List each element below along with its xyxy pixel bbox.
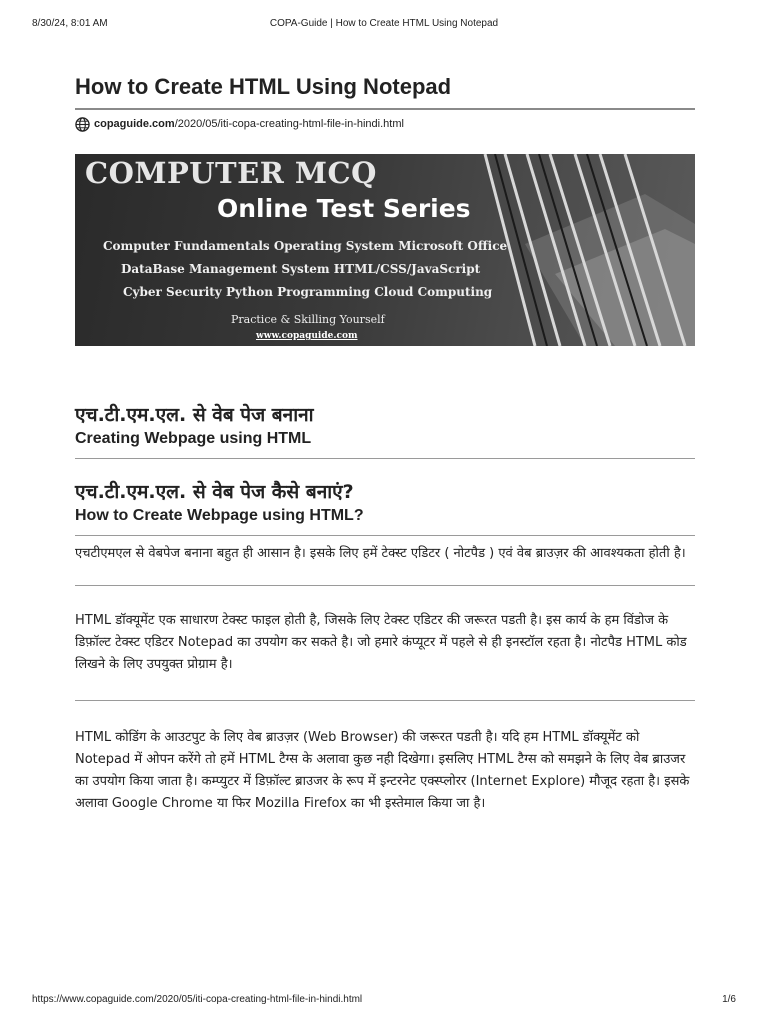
section-heading-1 — [75, 402, 695, 450]
source-domain: copaguide.com — [94, 118, 175, 130]
paragraph: एचटीएमएल से वेबपेज बनाना बहुत ही आसान है। इसके लिए हमें टेक्स्ट एडिटर ( नोटपैड ) एवं वेब ब्राउज़र की आवश्यकता होती है। — [75, 546, 686, 561]
globe-icon — [75, 117, 90, 132]
article — [75, 72, 695, 815]
divider — [75, 458, 695, 459]
print-datetime: 8/30/24, 8:01 AM — [32, 18, 108, 29]
divider — [75, 535, 695, 536]
page-number: 1/6 — [722, 994, 736, 1005]
banner-image — [75, 154, 695, 346]
page-title: How to Create HTML Using Notepad — [75, 74, 452, 99]
section-heading-2 — [75, 479, 695, 527]
paragraph: HTML कोडिंग के आउटपुट के लिए वेब ब्राउज़र (Web Browser) की जरूरत पडती है। यदि हम HTML डॉक्यूमेंट को Notepad में ओपन करेंगे तो हमें HTML टैग्स के अलावा कुछ नही दिखेगा। इसलिए HTML टैग्स को समझने के लिए वेब ब्राउजर का उपयोग किया जाता है। कम्प्युटर में डिफ़ॉल्ट ब्राउजर के रूप में इन्टरनेट एक्स्प्लोरर (Internet Explore) मौजूद रहता है। इसके अलावा Google Chrome या फिर Mozilla Firefox का भी इस्तेमाल किया जा है। — [75, 730, 690, 811]
divider — [75, 700, 695, 701]
banner-title: COMPUTER MCQ — [85, 156, 377, 190]
heading-english: How to Create Webpage using HTML? — [75, 507, 364, 524]
banner-url: www.copaguide.com — [256, 331, 358, 341]
banner-topics-line-2: DataBase Management System HTML/CSS/JavaScript — [121, 262, 481, 276]
banner-topics-line-3: Cyber Security Python Programming Cloud Computing — [123, 285, 493, 299]
footer-url: https://www.copaguide.com/2020/05/iti-copa-creating-html-file-in-hindi.html — [32, 994, 363, 1005]
heading-hindi: एच.टी.एम.एल. से वेब पेज बनाना — [75, 404, 314, 426]
heading-english: Creating Webpage using HTML — [75, 430, 312, 447]
paragraph: HTML डॉक्यूमेंट एक साधारण टेक्स्ट फाइल होती है, जिसके लिए टेक्स्ट एडिटर की जरूरत पडती है। इस कार्य के हम विंडोज के डिफ़ॉल्ट टेक्स्ट एडिटर Notepad का उपयोग कर सकते है। जो हमारे कंप्यूटर में पहले से ही इनस्टॉल रहता है। नोटपैड HTML कोड लिखने के लिए उपयुक्त प्रोग्राम है। — [75, 613, 687, 672]
source-link[interactable] — [75, 116, 695, 132]
heading-hindi: एच.टी.एम.एल. से वेब पेज कैसे बनाएं? — [75, 481, 354, 503]
banner-subtitle: Online Test Series — [217, 194, 471, 223]
print-document-title: COPA-Guide | How to Create HTML Using Notepad — [269, 18, 499, 29]
print-footer — [32, 994, 736, 1008]
source-path: /2020/05/iti-copa-creating-html-file-in-hindi.html — [174, 118, 404, 130]
banner-tagline: Practice & Skilling Yourself — [231, 313, 385, 326]
title-divider — [75, 108, 695, 110]
divider — [75, 585, 695, 586]
print-header — [32, 18, 736, 32]
banner-topics-line-1: Computer Fundamentals Operating System Microsoft Office — [103, 239, 508, 253]
